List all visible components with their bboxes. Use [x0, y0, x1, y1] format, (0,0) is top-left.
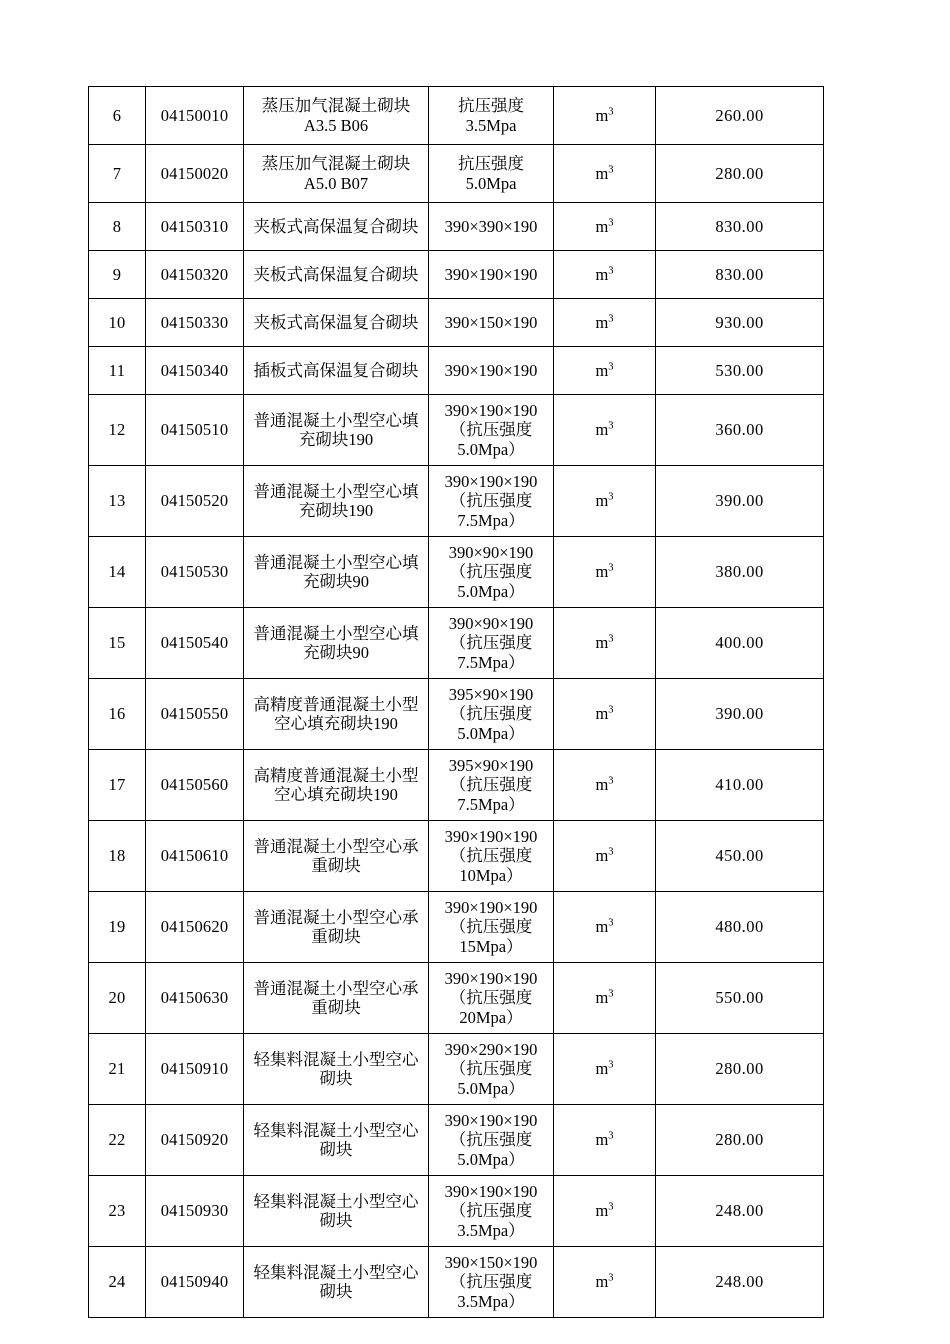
specification-line: 7.5Mpa）: [457, 652, 525, 672]
cell-material-name: [244, 821, 429, 892]
table-row: [89, 87, 824, 145]
specification-line: 390×190×190: [444, 897, 538, 917]
unit-superscript: 3: [608, 846, 614, 858]
material-name-line: 轻集料混凝土小型空心: [253, 1049, 419, 1069]
material-name-line: 重砌块: [311, 856, 361, 875]
table-row: [89, 963, 824, 1034]
cell-price: 280.00: [656, 145, 824, 203]
specification-line: 5.0Mpa）: [457, 723, 525, 743]
cell-material-code: 04150560: [146, 750, 244, 821]
specification-line: （抗压强度: [449, 491, 533, 511]
material-name-line: 插板式高保温复合砌块: [253, 360, 419, 380]
material-name-line: 空心填充砌块190: [274, 785, 398, 804]
specification-line: （抗压强度: [449, 420, 533, 440]
specification-line: 390×190×190: [444, 1181, 538, 1201]
cell-unit: $m^3$: [554, 1034, 656, 1105]
cell-specification: [429, 679, 554, 750]
table-row: [89, 203, 824, 251]
specification-line: （抗压强度: [449, 775, 533, 795]
cell-specification: [429, 347, 554, 395]
cell-specification: [429, 963, 554, 1034]
table-row: [89, 299, 824, 347]
cell-material-code: 04150020: [146, 145, 244, 203]
table-row: [89, 466, 824, 537]
material-name-line: 蒸压加气混凝土砌块: [261, 154, 411, 174]
material-name-line: 重砌块: [311, 927, 361, 946]
cell-specification: [429, 1034, 554, 1105]
specification-line: （抗压强度: [449, 1201, 533, 1221]
material-name-line: 砌块: [319, 1140, 353, 1159]
cell-material-name: [244, 1247, 429, 1318]
specification-line: 5.0Mpa）: [457, 1078, 525, 1098]
cell-sequence-number: 12: [89, 395, 146, 466]
material-name-line: 普通混凝土小型空心承: [253, 978, 419, 998]
table-row: [89, 679, 824, 750]
cell-price: 400.00: [656, 608, 824, 679]
cell-unit: $m^3$: [554, 1105, 656, 1176]
cell-price: 390.00: [656, 466, 824, 537]
table-row: [89, 395, 824, 466]
cell-unit: $m^3$: [554, 251, 656, 299]
cell-sequence-number: 11: [89, 347, 146, 395]
cell-sequence-number: 21: [89, 1034, 146, 1105]
cell-material-name: [244, 1105, 429, 1176]
cell-price: 248.00: [656, 1176, 824, 1247]
specification-line: 5.0Mpa）: [457, 1149, 525, 1169]
material-name-line: 蒸压加气混凝土砌块: [261, 96, 411, 116]
cell-unit: $m^3$: [554, 537, 656, 608]
cell-unit: $m^3$: [554, 892, 656, 963]
unit-superscript: 3: [608, 1059, 614, 1071]
cell-specification: [429, 299, 554, 347]
cell-material-name: [244, 203, 429, 251]
cell-unit: $m^3$: [554, 87, 656, 145]
cell-price: 830.00: [656, 251, 824, 299]
table-row: [89, 1247, 824, 1318]
cell-material-code: 04150340: [146, 347, 244, 395]
specification-line: 7.5Mpa）: [457, 794, 525, 814]
table-row: [89, 145, 824, 203]
table-row: [89, 537, 824, 608]
cell-price: 280.00: [656, 1034, 824, 1105]
specification-line: 390×90×190: [448, 542, 534, 562]
unit-superscript: 3: [608, 491, 614, 503]
cell-sequence-number: 20: [89, 963, 146, 1034]
cell-material-code: 04150930: [146, 1176, 244, 1247]
material-name-line: 普通混凝土小型空心填: [253, 410, 419, 430]
cell-material-name: [244, 347, 429, 395]
specification-line: 390×190×190: [444, 264, 538, 284]
cell-price: 830.00: [656, 203, 824, 251]
specification-line: （抗压强度: [449, 917, 533, 937]
cell-material-name: [244, 679, 429, 750]
cell-price: 248.00: [656, 1247, 824, 1318]
specification-line: 390×90×190: [448, 613, 534, 633]
specification-line: 390×190×190: [444, 826, 538, 846]
material-name-line: 普通混凝土小型空心填: [253, 552, 419, 572]
specification-line: 3.5Mpa）: [457, 1291, 525, 1311]
material-name-line: 高精度普通混凝土小型: [253, 694, 419, 714]
unit-superscript: 3: [608, 704, 614, 716]
table-row: [89, 1105, 824, 1176]
material-name-line: 砌块: [319, 1069, 353, 1088]
specification-line: （抗压强度: [449, 1059, 533, 1079]
cell-material-name: [244, 251, 429, 299]
cell-material-name: [244, 87, 429, 145]
cell-price: 360.00: [656, 395, 824, 466]
material-name-line: 充砌块90: [303, 572, 369, 591]
cell-specification: [429, 1105, 554, 1176]
cell-unit: $m^3$: [554, 963, 656, 1034]
cell-unit: $m^3$: [554, 1176, 656, 1247]
material-name-line: 轻集料混凝土小型空心: [253, 1191, 419, 1211]
cell-sequence-number: 15: [89, 608, 146, 679]
specification-line: 390×190×190: [444, 1110, 538, 1130]
cell-specification: [429, 203, 554, 251]
cell-unit: $m^3$: [554, 466, 656, 537]
unit-superscript: 3: [608, 265, 614, 277]
specification-line: 5.0Mpa）: [457, 581, 525, 601]
unit-superscript: 3: [608, 988, 614, 1000]
cell-unit: $m^3$: [554, 347, 656, 395]
unit-superscript: 3: [608, 917, 614, 929]
cell-material-name: [244, 608, 429, 679]
cell-price: 450.00: [656, 821, 824, 892]
cell-price: 390.00: [656, 679, 824, 750]
cell-unit: $m^3$: [554, 608, 656, 679]
unit-superscript: 3: [608, 1201, 614, 1213]
table-row: [89, 608, 824, 679]
material-name-line: 轻集料混凝土小型空心: [253, 1262, 419, 1282]
cell-sequence-number: 17: [89, 750, 146, 821]
cell-material-name: [244, 1176, 429, 1247]
cell-sequence-number: 24: [89, 1247, 146, 1318]
cell-unit: $m^3$: [554, 299, 656, 347]
cell-price: 410.00: [656, 750, 824, 821]
table-row: [89, 750, 824, 821]
specification-line: 5.0Mpa）: [457, 439, 525, 459]
specification-line: 3.5Mpa）: [457, 1220, 525, 1240]
material-name-line: 普通混凝土小型空心填: [253, 481, 419, 501]
cell-material-code: 04150510: [146, 395, 244, 466]
specification-line: 10Mpa）: [459, 865, 523, 885]
specification-line: 395×90×190: [448, 755, 534, 775]
cell-sequence-number: 16: [89, 679, 146, 750]
specification-line: （抗压强度: [449, 704, 533, 724]
cell-unit: $m^3$: [554, 203, 656, 251]
cell-material-code: 04150550: [146, 679, 244, 750]
cell-price: 530.00: [656, 347, 824, 395]
cell-sequence-number: 22: [89, 1105, 146, 1176]
cell-sequence-number: 13: [89, 466, 146, 537]
cell-unit: $m^3$: [554, 679, 656, 750]
material-name-line: 高精度普通混凝土小型: [253, 765, 419, 785]
cell-unit: $m^3$: [554, 821, 656, 892]
material-price-table: [88, 86, 824, 1318]
cell-price: 930.00: [656, 299, 824, 347]
specification-line: （抗压强度: [449, 1272, 533, 1292]
cell-sequence-number: 6: [89, 87, 146, 145]
unit-superscript: 3: [608, 217, 614, 229]
cell-specification: [429, 892, 554, 963]
cell-material-name: [244, 299, 429, 347]
specification-line: （抗压强度: [449, 846, 533, 866]
material-name-line: A3.5 B06: [303, 115, 369, 135]
cell-material-code: 04150940: [146, 1247, 244, 1318]
cell-specification: [429, 1247, 554, 1318]
table-row: [89, 821, 824, 892]
specification-line: 5.0Mpa: [465, 173, 517, 193]
specification-line: （抗压强度: [449, 988, 533, 1008]
cell-material-code: 04150620: [146, 892, 244, 963]
unit-superscript: 3: [608, 420, 614, 432]
cell-material-code: 04150920: [146, 1105, 244, 1176]
cell-specification: [429, 251, 554, 299]
specification-line: 390×190×190: [444, 471, 538, 491]
cell-sequence-number: 8: [89, 203, 146, 251]
cell-specification: [429, 750, 554, 821]
specification-line: （抗压强度: [449, 562, 533, 582]
unit-superscript: 3: [608, 106, 614, 118]
cell-sequence-number: 10: [89, 299, 146, 347]
cell-material-code: 04150320: [146, 251, 244, 299]
cell-specification: [429, 466, 554, 537]
cell-price: 480.00: [656, 892, 824, 963]
cell-material-code: 04150610: [146, 821, 244, 892]
cell-specification: [429, 87, 554, 145]
table-body: [89, 87, 824, 1318]
specification-line: （抗压强度: [449, 1130, 533, 1150]
material-name-line: 充砌块190: [298, 501, 374, 520]
cell-price: 550.00: [656, 963, 824, 1034]
cell-sequence-number: 19: [89, 892, 146, 963]
cell-specification: [429, 608, 554, 679]
cell-material-code: 04150910: [146, 1034, 244, 1105]
material-name-line: 普通混凝土小型空心填: [253, 623, 419, 643]
cell-material-code: 04150630: [146, 963, 244, 1034]
specification-line: 抗压强度: [458, 154, 524, 174]
material-name-line: 夹板式高保温复合砌块: [253, 216, 419, 236]
cell-sequence-number: 14: [89, 537, 146, 608]
cell-unit: $m^3$: [554, 145, 656, 203]
specification-line: 390×150×190: [444, 1252, 538, 1272]
material-name-line: 轻集料混凝土小型空心: [253, 1120, 419, 1140]
unit-superscript: 3: [608, 775, 614, 787]
material-name-line: 充砌块90: [303, 643, 369, 662]
specification-line: （抗压强度: [449, 633, 533, 653]
material-name-line: 夹板式高保温复合砌块: [253, 264, 419, 284]
specification-line: 390×290×190: [444, 1039, 538, 1059]
unit-superscript: 3: [608, 1272, 614, 1284]
specification-line: 7.5Mpa）: [457, 510, 525, 530]
cell-material-code: 04150310: [146, 203, 244, 251]
table-row: [89, 251, 824, 299]
cell-material-code: 04150540: [146, 608, 244, 679]
cell-unit: $m^3$: [554, 395, 656, 466]
material-name-line: 空心填充砌块190: [274, 714, 398, 733]
cell-price: 260.00: [656, 87, 824, 145]
material-name-line: 夹板式高保温复合砌块: [253, 312, 419, 332]
cell-material-name: [244, 466, 429, 537]
material-name-line: 砌块: [319, 1282, 353, 1301]
material-name-line: 重砌块: [311, 998, 361, 1017]
cell-material-code: 04150330: [146, 299, 244, 347]
table-row: [89, 1034, 824, 1105]
material-name-line: 普通混凝土小型空心承: [253, 836, 419, 856]
cell-material-name: [244, 892, 429, 963]
price-table-container: [88, 86, 823, 1318]
cell-unit: $m^3$: [554, 1247, 656, 1318]
cell-sequence-number: 23: [89, 1176, 146, 1247]
specification-line: 395×90×190: [448, 684, 534, 704]
specification-line: 抗压强度: [458, 96, 524, 116]
specification-line: 15Mpa）: [459, 936, 523, 956]
cell-specification: [429, 821, 554, 892]
material-name-line: 普通混凝土小型空心承: [253, 907, 419, 927]
material-name-line: A5.0 B07: [303, 173, 369, 193]
cell-specification: [429, 395, 554, 466]
cell-sequence-number: 7: [89, 145, 146, 203]
cell-price: 280.00: [656, 1105, 824, 1176]
cell-material-name: [244, 395, 429, 466]
cell-material-name: [244, 1034, 429, 1105]
cell-material-name: [244, 537, 429, 608]
cell-material-code: 04150520: [146, 466, 244, 537]
cell-sequence-number: 9: [89, 251, 146, 299]
specification-line: 3.5Mpa: [465, 115, 517, 135]
specification-line: 390×190×190: [444, 360, 538, 380]
cell-material-name: [244, 963, 429, 1034]
cell-price: 380.00: [656, 537, 824, 608]
cell-unit: $m^3$: [554, 750, 656, 821]
table-row: [89, 892, 824, 963]
cell-specification: [429, 145, 554, 203]
cell-sequence-number: 18: [89, 821, 146, 892]
unit-superscript: 3: [608, 562, 614, 574]
specification-line: 390×390×190: [444, 216, 538, 236]
specification-line: 390×190×190: [444, 400, 538, 420]
cell-material-name: [244, 750, 429, 821]
unit-superscript: 3: [608, 361, 614, 373]
specification-line: 20Mpa）: [459, 1007, 523, 1027]
specification-line: 390×190×190: [444, 968, 538, 988]
cell-specification: [429, 537, 554, 608]
table-row: [89, 347, 824, 395]
material-name-line: 砌块: [319, 1211, 353, 1230]
unit-superscript: 3: [608, 1130, 614, 1142]
unit-superscript: 3: [608, 164, 614, 176]
table-row: [89, 1176, 824, 1247]
cell-material-code: 04150530: [146, 537, 244, 608]
unit-superscript: 3: [608, 313, 614, 325]
cell-specification: [429, 1176, 554, 1247]
material-name-line: 充砌块190: [298, 430, 374, 449]
specification-line: 390×150×190: [444, 312, 538, 332]
cell-material-code: 04150010: [146, 87, 244, 145]
unit-superscript: 3: [608, 633, 614, 645]
cell-material-name: [244, 145, 429, 203]
